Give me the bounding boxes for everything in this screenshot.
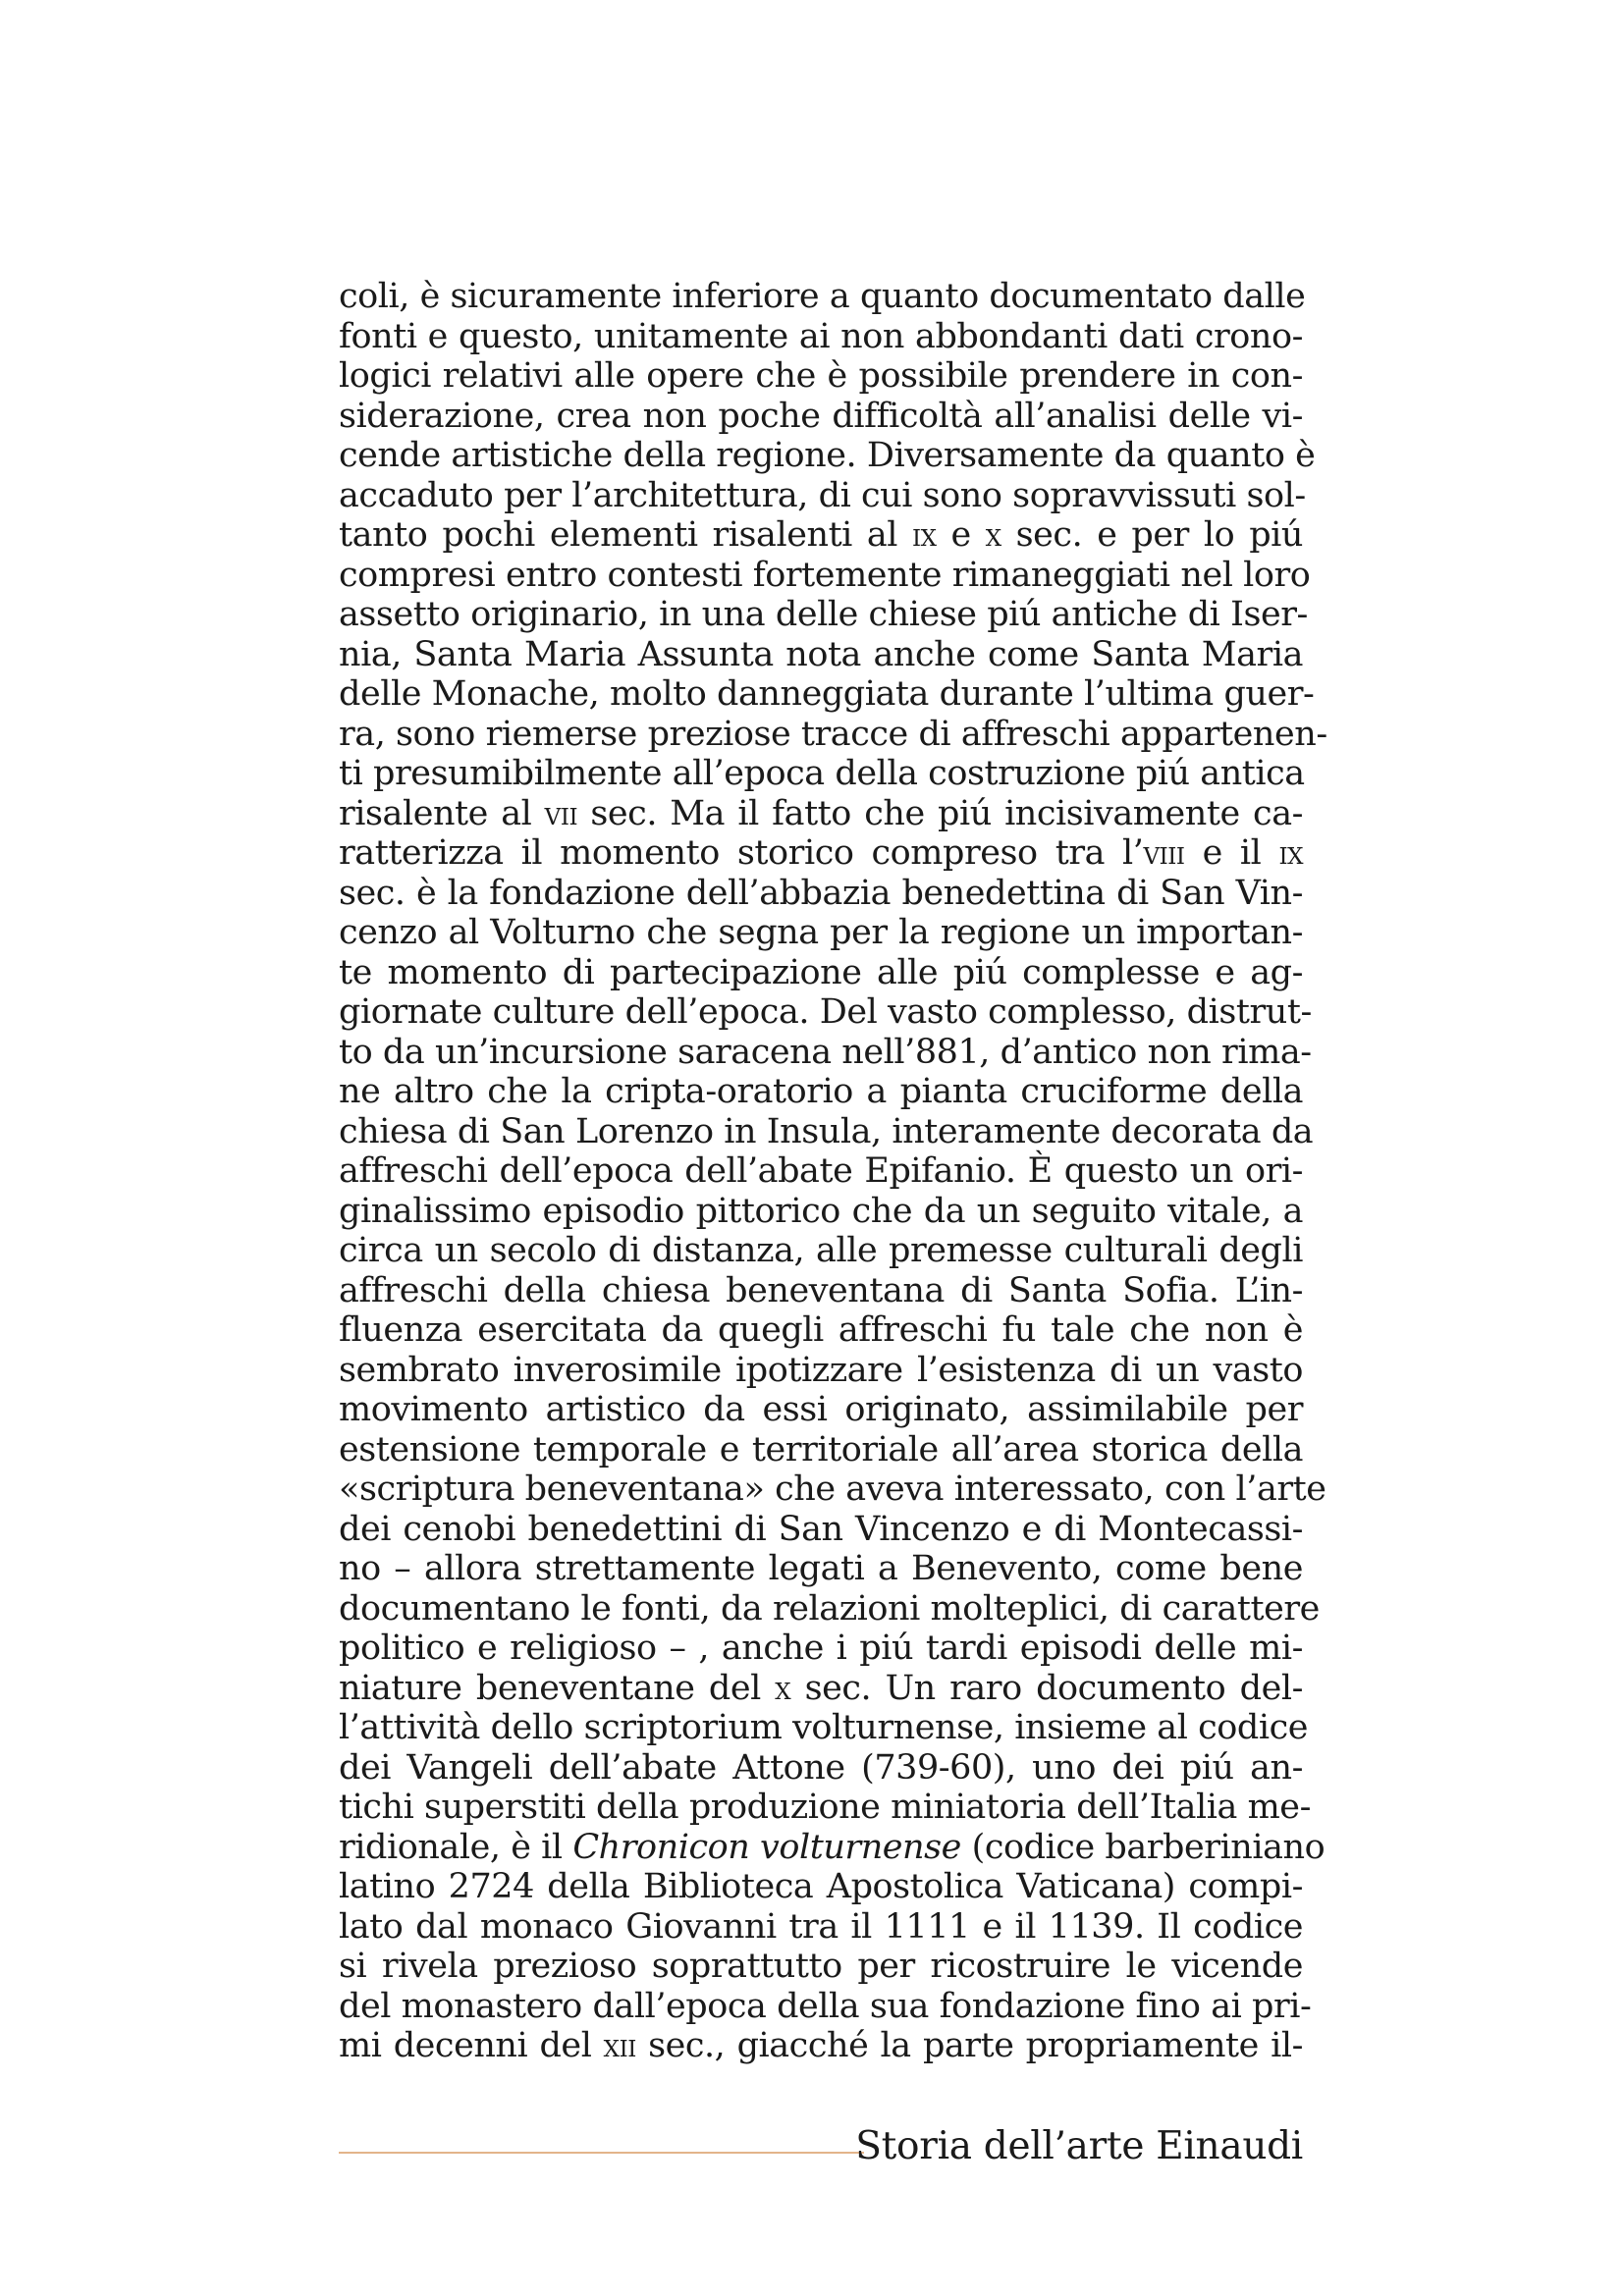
text-line: cende artistiche della regione. Diversamente da quanto è xyxy=(339,436,1316,475)
roman-numeral: vii xyxy=(544,794,578,832)
text-segment: risalente al xyxy=(339,793,545,833)
text-line: siderazione, crea non poche difficoltà all’analisi delle vi- xyxy=(339,396,1303,436)
text-segment: e xyxy=(936,515,986,555)
footer-title: Storia dell’arte Einaudi xyxy=(855,2124,1303,2168)
text-line: compresi entro contesti fortemente rimaneggiati nel loro xyxy=(339,555,1311,595)
roman-numeral: viii xyxy=(1143,834,1185,872)
text-segment: sec. Ma il fatto che piú incisivamente ca- xyxy=(577,793,1303,833)
text-line xyxy=(339,833,1303,874)
text-line: ginalissimo episodio pittorico che da un seguito vitale, a xyxy=(339,1191,1303,1231)
text-line xyxy=(339,1827,1325,1868)
text-segment: mi decenni del xyxy=(339,2026,604,2065)
text-line: no – allora strettamente legati a Benevento, come bene xyxy=(339,1549,1303,1588)
text-line: «scriptura beneventana» che aveva interessato, con l’arte xyxy=(339,1469,1326,1509)
text-line: chiesa di San Lorenzo in Insula, interamente decorata da xyxy=(339,1111,1314,1151)
text-segment: sec. Un raro documento del- xyxy=(790,1668,1303,1708)
text-line: circa un secolo di distanza, alle premesse culturali degli xyxy=(339,1231,1303,1270)
footer-rule xyxy=(339,2152,864,2154)
text-line: ra, sono riemerse preziose tracce di affreschi appartenen- xyxy=(339,714,1327,754)
roman-numeral: xii xyxy=(603,2027,636,2064)
text-segment: sec., giacché la parte propriamente il- xyxy=(635,2026,1303,2065)
text-segment: ridionale, è il xyxy=(339,1827,573,1867)
text-line xyxy=(339,1669,1303,1709)
text-line: nia, Santa Maria Assunta nota anche come Santa Maria xyxy=(339,634,1303,674)
text-line: ne altro che la cripta-oratorio a pianta cruciforme della xyxy=(339,1072,1303,1111)
text-line: sec. è la fondazione dell’abbazia benedettina di San Vin- xyxy=(339,873,1303,913)
text-line: delle Monache, molto danneggiata durante l’ultima guer- xyxy=(339,674,1315,714)
text-line: affreschi dell’epoca dell’abate Epifanio. È questo un ori- xyxy=(339,1151,1303,1191)
italic-title: Chronicon volturnense xyxy=(572,1827,961,1867)
text-line: assetto originario, in una delle chiese piú antiche di Iser- xyxy=(339,595,1308,634)
text-line: fonti e questo, unitamente ai non abbondanti dati crono- xyxy=(339,316,1303,356)
roman-numeral: x xyxy=(775,1669,791,1707)
text-segment: (codice barberiniano xyxy=(960,1827,1325,1867)
roman-numeral: ix xyxy=(912,516,937,554)
text-segment: e il xyxy=(1184,833,1279,873)
text-line: giornate culture dell’epoca. Del vasto complesso, distrut- xyxy=(339,992,1312,1032)
text-line: to da un’incursione saracena nell’881, d’antico non rima- xyxy=(339,1032,1312,1072)
roman-numeral: ix xyxy=(1278,834,1304,872)
text-line: documentano le fonti, da relazioni molteplici, di carattere xyxy=(339,1588,1320,1629)
text-line: coli, è sicuramente inferiore a quanto documentato dalle xyxy=(339,277,1306,316)
text-line: del monastero dall’epoca della sua fondazione fino ai pri- xyxy=(339,1986,1312,2026)
text-line: si rivela prezioso soprattutto per ricostruire le vicende xyxy=(339,1947,1303,1986)
text-line: estensione temporale e territoriale all’area storica della xyxy=(339,1429,1303,1469)
text-line xyxy=(339,515,1303,556)
text-line xyxy=(339,794,1303,834)
text-line: dei Vangeli dell’abate Attone (739-60), uno dei piú an- xyxy=(339,1747,1303,1788)
text-line xyxy=(339,2026,1303,2066)
text-line: logici relativi alle opere che è possibile prendere in con- xyxy=(339,356,1303,396)
body-text xyxy=(339,277,1327,2066)
text-line: accaduto per l’architettura, di cui sono sopravvissuti sol- xyxy=(339,475,1306,515)
text-segment: tanto pochi elementi risalenti al xyxy=(339,515,912,555)
text-line: ti presumibilmente all’epoca della costruzione piú antica xyxy=(339,754,1305,793)
text-line: movimento artistico da essi originato, assimilabile per xyxy=(339,1390,1303,1429)
text-line: te momento di partecipazione alle piú complesse e ag- xyxy=(339,952,1303,992)
text-segment: ratterizza il momento storico compreso tra l’ xyxy=(339,833,1144,873)
text-line: politico e religioso – , anche i piú tardi episodi delle mi- xyxy=(339,1629,1303,1668)
text-line: fluenza esercitata da quegli affreschi fu tale che non è xyxy=(339,1310,1303,1350)
text-line: l’attività dello scriptorium volturnense, insieme al codice xyxy=(339,1708,1308,1747)
text-segment: sec. e per lo piú xyxy=(1001,515,1303,555)
text-line: affreschi della chiesa beneventana di Santa Sofia. L’in- xyxy=(339,1270,1303,1310)
roman-numeral: x xyxy=(985,516,1001,554)
text-line: dei cenobi benedettini di San Vincenzo e di Montecassi- xyxy=(339,1509,1303,1549)
text-segment: niature beneventane del xyxy=(339,1668,776,1708)
text-line: latino 2724 della Biblioteca Apostolica Vaticana) compi- xyxy=(339,1867,1303,1906)
page-footer xyxy=(339,2122,1303,2171)
text-line: sembrato inverosimile ipotizzare l’esistenza di un vasto xyxy=(339,1350,1303,1390)
text-line: tichi superstiti della produzione miniatoria dell’Italia me- xyxy=(339,1788,1311,1827)
text-line: cenzo al Volturno che segna per la regione un importan- xyxy=(339,913,1303,952)
text-line: lato dal monaco Giovanni tra il 1111 e il 1139. Il codice xyxy=(339,1906,1303,1947)
